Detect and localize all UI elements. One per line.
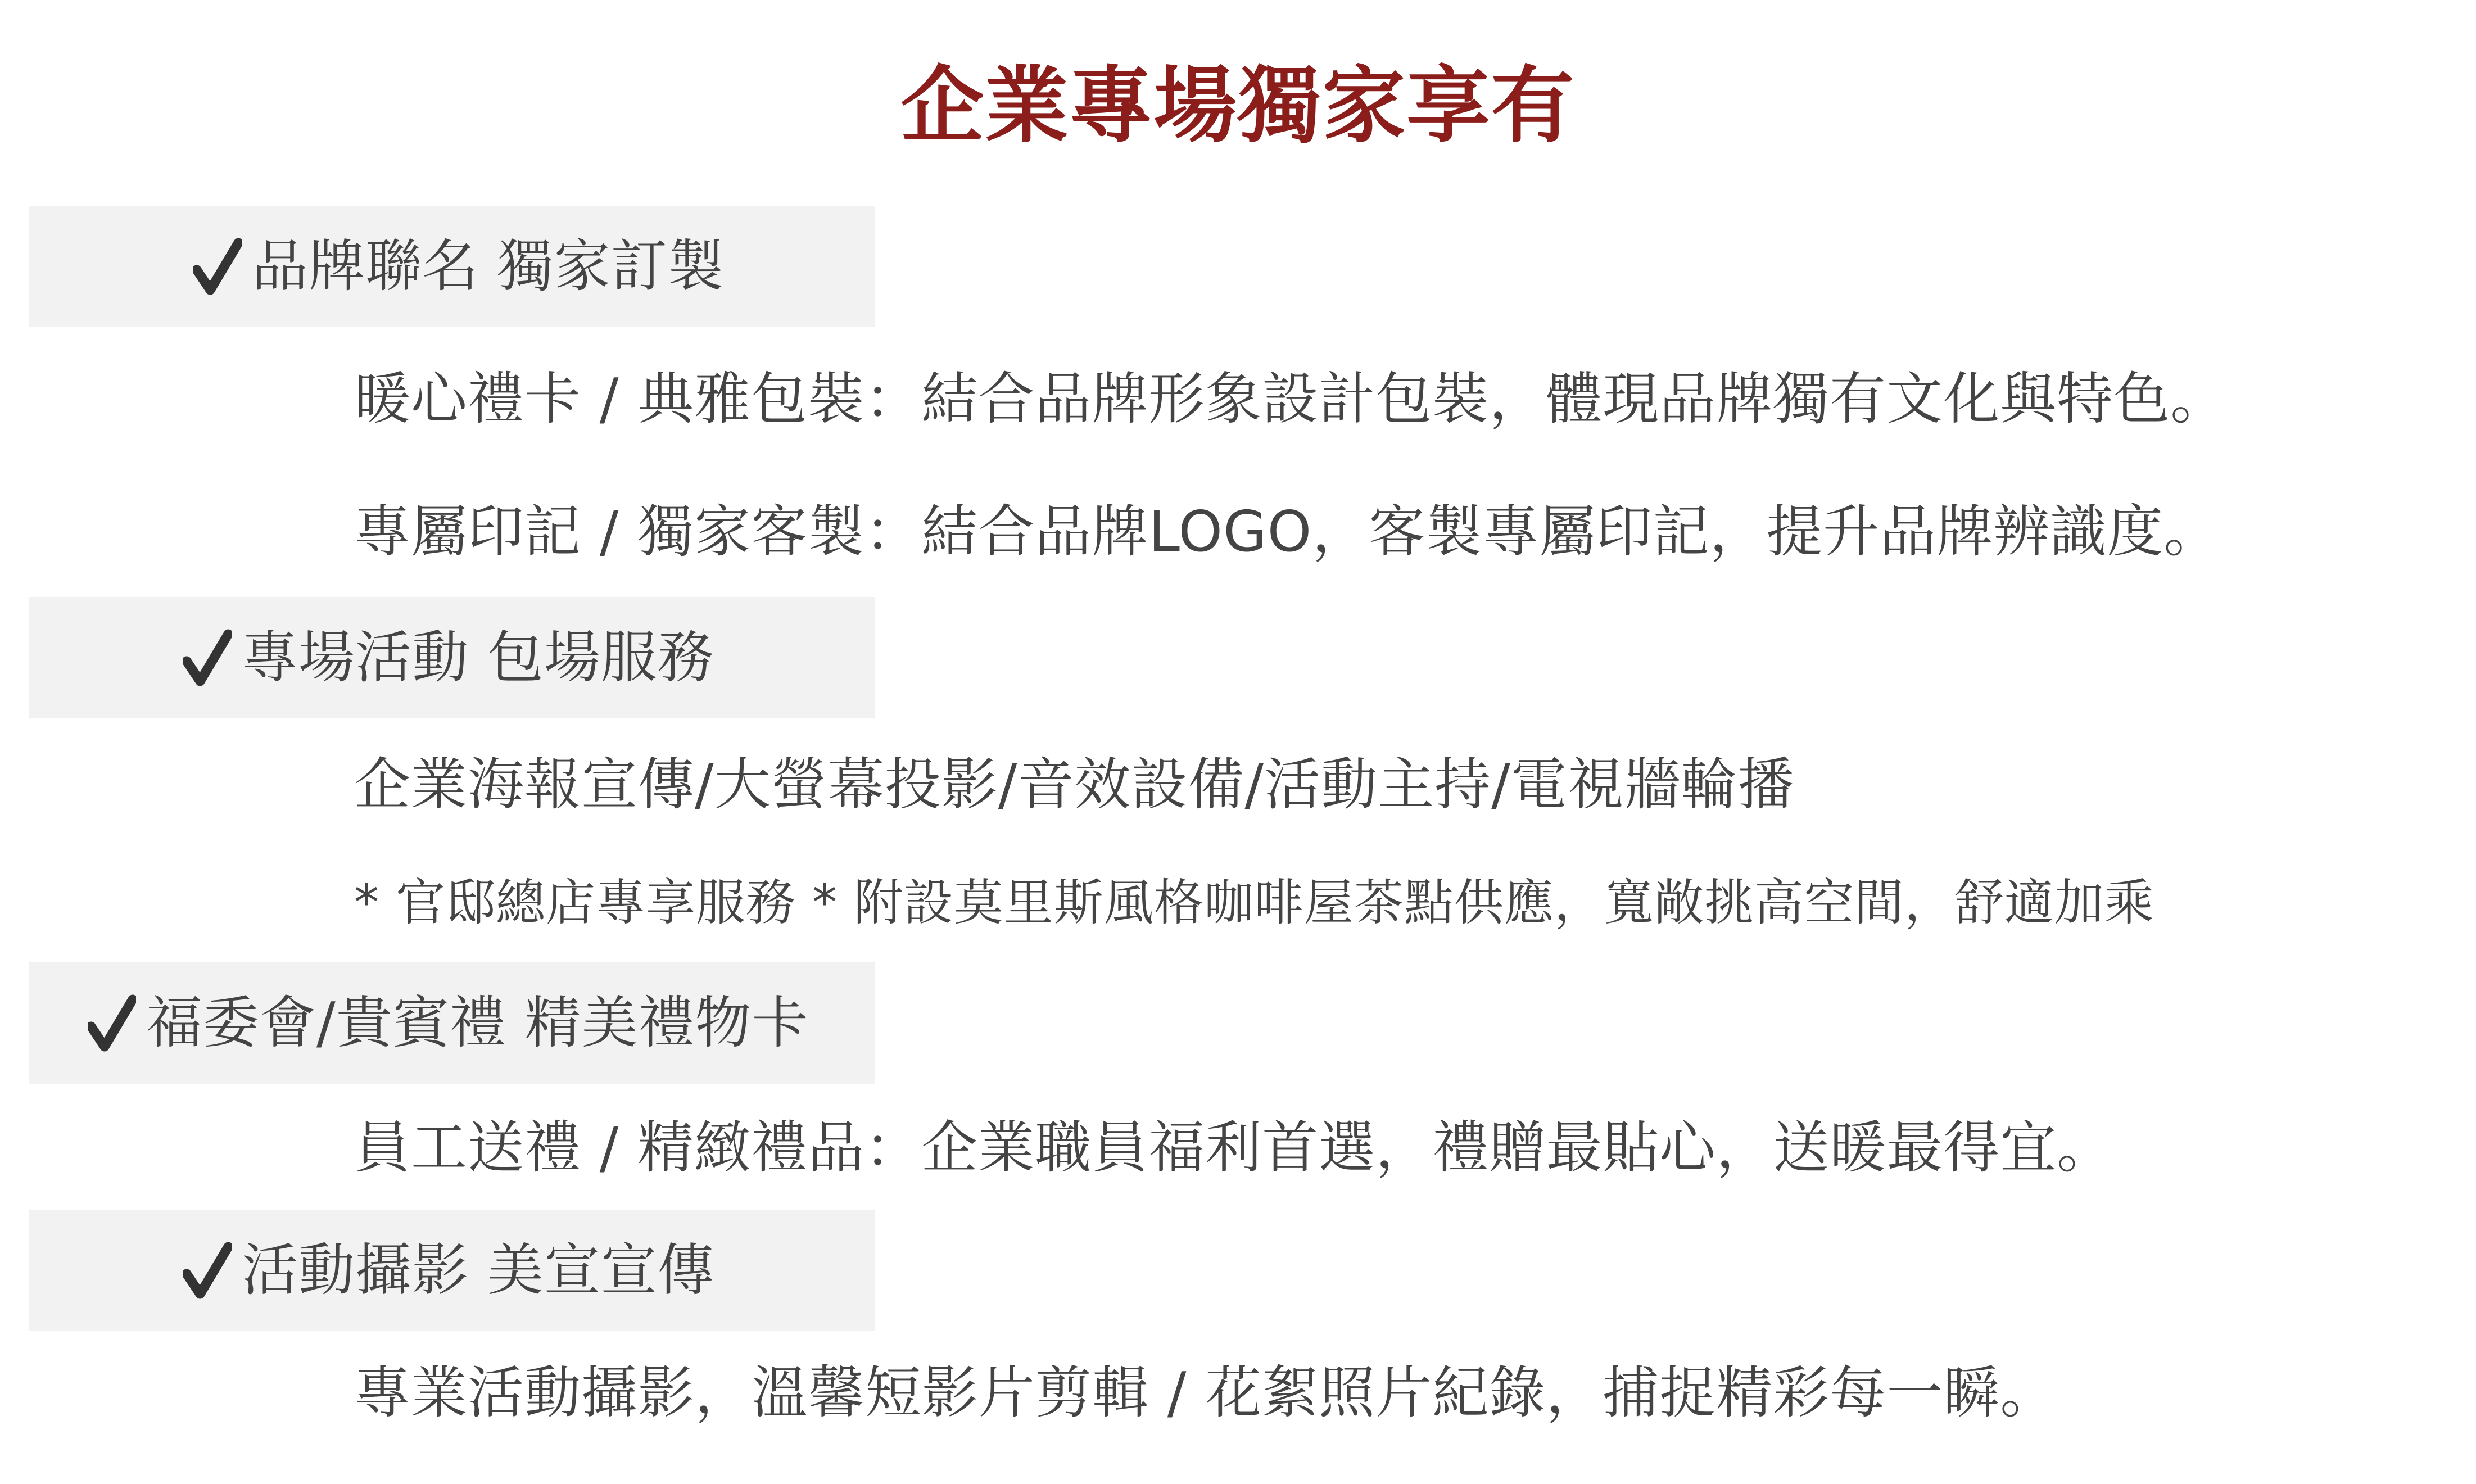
section-header-photography <box>29 1210 875 1331</box>
check-icon <box>193 236 242 297</box>
section-header-brand <box>29 206 875 327</box>
section-description: 暖心禮卡 / 典雅包裝：結合品牌形象設計包裝，體現品牌獨有文化與特色。 <box>354 366 2228 432</box>
section-description: 專業活動攝影，溫馨短影片剪輯 / 花絮照片紀錄，捕捉精彩每一瞬。 <box>354 1360 2057 1426</box>
section-description: 專屬印記 / 獨家客製：結合品牌LOGO，客製專屬印記，提升品牌辨識度。 <box>354 499 2221 564</box>
check-icon <box>183 627 232 688</box>
check-icon <box>183 1240 232 1301</box>
section-header-events <box>29 597 875 718</box>
section-label: 專場活動 包場服務 <box>242 625 714 690</box>
section-description: * 官邸總店專享服務 * 附設莫里斯風格咖啡屋茶點供應，寬敞挑高空間，舒適加乘 <box>354 874 2154 931</box>
page-title: 企業專場獨家享有 <box>900 57 1576 154</box>
section-header-gifts <box>29 962 875 1084</box>
section-label: 品牌聯名 獨家訂製 <box>252 233 725 299</box>
section-description: 企業海報宣傳/大螢幕投影/音效設備/活動主持/電視牆輪播 <box>354 752 1795 817</box>
check-icon <box>88 993 136 1053</box>
section-description: 員工送禮 / 精緻禮品：企業職員福利首選，禮贈最貼心，送暖最得宜。 <box>354 1115 2114 1180</box>
section-label: 活動攝影 美宣宣傳 <box>242 1237 714 1303</box>
section-label: 福委會/貴賓禮 精美禮物卡 <box>146 990 809 1056</box>
